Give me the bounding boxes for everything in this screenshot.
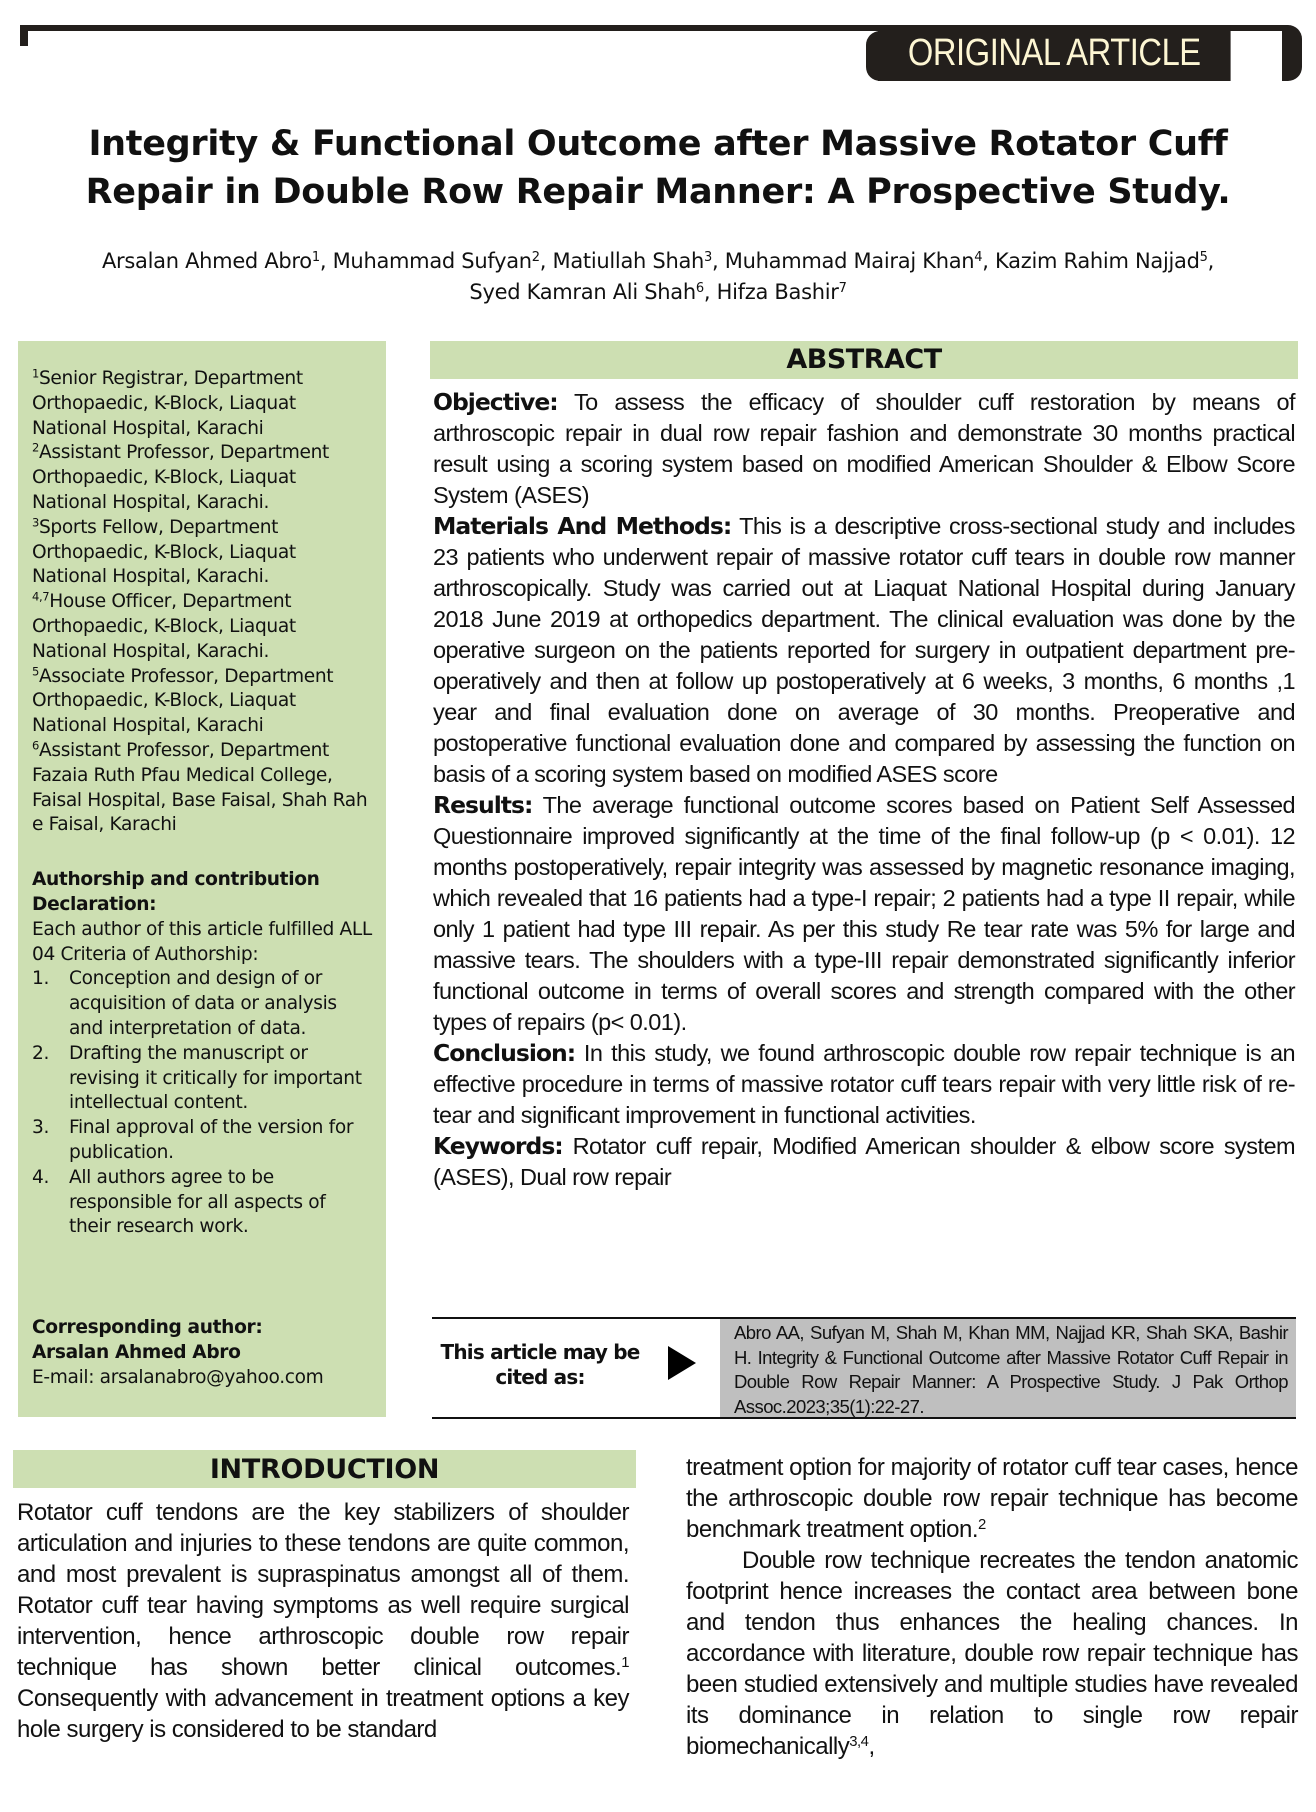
author: Arsalan Ahmed Abro$^1$ — [101, 249, 320, 273]
author: Matiullah Shah$^3$ — [552, 249, 713, 273]
criteria-item: 2. Drafting the manuscript or revising it critically for important intellectual content. — [32, 1042, 362, 1114]
affiliation: $^1$Senior Registrar, Department Orthopaedic, K-Block, Liaquat National Hospital, Karachi — [32, 366, 303, 439]
introduction-heading: INTRODUCTION — [13, 1450, 636, 1488]
author: Syed Kamran Ali Shah$^6$ — [469, 280, 704, 304]
criteria-list — [32, 967, 372, 1240]
affiliation: $^5$Associate Professor, Department Orthopaedic, K-Block, Liaquat National Hospital, Karachi — [32, 664, 334, 737]
affiliation-list — [32, 367, 372, 838]
declaration-title: Authorship and contribution Declaration: — [32, 869, 320, 915]
introduction-column-left: Rotator cuff tendons are the key stabilizers of shoulder articulation and injuries to these tendons are quite common, and most prevalent is supraspinatus amongst all of them. Rotator cuff tear having symptoms as well require surgical intervention, hence arthroscopic double row repair technique has shown better clinical outcomes.$^1$ Consequently with advancement in treatment options a key hole surgery is considered to be standard — [17, 1499, 629, 1743]
play-arrow-icon — [668, 1346, 696, 1380]
abstract-conclusion: Conclusion: In this study, we found arthroscopic double row repair technique is an effective procedure in terms of massive rotator cuff tears repair with very little risk of re-tear and significant improvement in functional activities. — [433, 1039, 1295, 1128]
corresponding-title: Corresponding author: — [32, 1317, 263, 1339]
affiliations-sidebar — [18, 341, 386, 1417]
abstract-objective: Objective: To assess the efficacy of shoulder cuff restoration by means of arthroscopic repair in dual row repair fashion and demonstrate 30 months practical result using a scoring system based on modified American Shoulder & Elbow Score System (ASES) — [433, 388, 1295, 508]
affiliation: $^3$Sports Fellow, Department Orthopaedic, K-Block, Liaquat National Hospital, Karachi. — [32, 515, 296, 588]
criteria-item: 3. Final approval of the version for publication. — [32, 1117, 354, 1163]
author: Muhammad Mairaj Khan$^4$ — [724, 249, 983, 273]
corresponding-name: Arsalan Ahmed Abro — [32, 1341, 241, 1363]
intro-paragraph: treatment option for majority of rotator cuff tear cases, hence the arthroscopic double row repair technique has become benchmark treatment option.$^2$ — [686, 1454, 1298, 1543]
author: Hifza Bashir$^7$ — [716, 280, 847, 304]
author-list: Arsalan Ahmed Abro$^1$, Muhammad Sufyan$^2$, Matiullah Shah$^3$, Muhammad Mairaj Khan$^4$, Kazim Rahim Najjad$^5$, Syed Kamran Ali Shah$^6$, Hifza Bashir$^7$ — [101, 249, 1215, 304]
abstract-keywords: Keywords: Rotator cuff repair, Modified American shoulder & elbow score system (ASES), Dual row repair — [433, 1132, 1295, 1190]
citation-text: Abro AA, Sufyan M, Shah M, Khan MM, Najjad KR, Shah SKA, Bashir H. Integrity & Functional Outcome after Massive Rotator Cuff Repair in Double Row Repair Manner: A Prospective Study. J Pak Orthop Assoc.2023;35(1):22-27. — [720, 1319, 1296, 1417]
intro-paragraph: Double row technique recreates the tendon anatomic footprint hence increases the contact area between bone and tendon thus enhances the healing chances. In accordance with literature, double row repair technique has been studied extensively and multiple studies have revealed its dominance in relation to single row repair biomechanically$^{3,4}$, — [686, 1547, 1298, 1760]
citation-rule-bottom — [432, 1417, 1296, 1419]
author: Kazim Rahim Najjad$^5$ — [995, 249, 1208, 273]
citation-label: This article may be cited as: — [440, 1340, 640, 1389]
article-title: Integrity & Functional Outcome after Massive Rotator Cuff Repair in Double Row Repair Manner: A Prospective Study. — [85, 124, 1231, 212]
article-type-badge: ORIGINAL ARTICLE — [878, 25, 1231, 81]
abstract-heading: ABSTRACT — [430, 341, 1298, 379]
author: Muhammad Sufyan$^2$ — [332, 249, 540, 273]
authorship-declaration — [32, 868, 372, 1240]
affiliation: $^2$Assistant Professor, Department Orthopaedic, K-Block, Liaquat National Hospital, Karachi. — [32, 441, 329, 513]
abstract-body — [433, 387, 1295, 1193]
affiliation: $^{4,7}$House Officer, Department Orthopaedic, K-Block, Liaquat National Hospital, Karachi. — [32, 589, 296, 662]
badge-right-cap — [1282, 25, 1302, 81]
declaration-intro: Each author of this article fulfilled ALL 04 Criteria of Authorship: — [32, 918, 372, 965]
corresponding-email[interactable]: E-mail: arsalanabro@yahoo.com — [32, 1366, 324, 1388]
affiliation: $^6$Assistant Professor, Department Fazaia Ruth Pfau Medical College, Faisal Hospital, Base Faisal, Shah Rah e Faisal, Karachi — [32, 738, 368, 836]
header-rule-tick — [20, 25, 28, 46]
abstract-results: Results: The average functional outcome scores based on Patient Self Assessed Questionnaire improved significantly at the time of the final follow-up (p < 0.01). 12 months postoperatively, repair integrity was assessed by magnetic resonance imaging, which revealed that 16 patients had a type-I repair; 2 patients had a type II repair, while only 1 patient had type III repair. As per this study Re tear rate was 5% for large and massive tears. The shoulders with a type-III repair demonstrated significantly inferior functional outcome in terms of overall scores and strength compared with the other types of repairs (p< 0.01). — [433, 791, 1295, 1035]
introduction-column-right — [686, 1452, 1298, 1762]
criteria-item: 1. Conception and design of or acquisition of data or analysis and interpretation of data. — [32, 968, 337, 1039]
criteria-item: 4. All authors agree to be responsible for all aspects of their research work. — [32, 1166, 326, 1238]
corresponding-author — [32, 1316, 372, 1390]
abstract-methods: Materials And Methods: This is a descriptive cross-sectional study and includes 23 patients who underwent repair of massive rotator cuff tears in double row manner arthroscopically. Study was carried out at Liaquat National Hospital during January 2018 June 2019 at orthopedics department. The clinical evaluation was done by the operative surgeon on the patients reported for surgery in outpatient department pre-operatively and then at follow up postoperatively at 6 weeks, 3 months, 6 months ,1 year and final evaluation done on average of 30 months. Preoperative and postoperative functional evaluation done and compared by assessing the function on basis of a scoring system based on modified ASES score — [433, 512, 1296, 787]
